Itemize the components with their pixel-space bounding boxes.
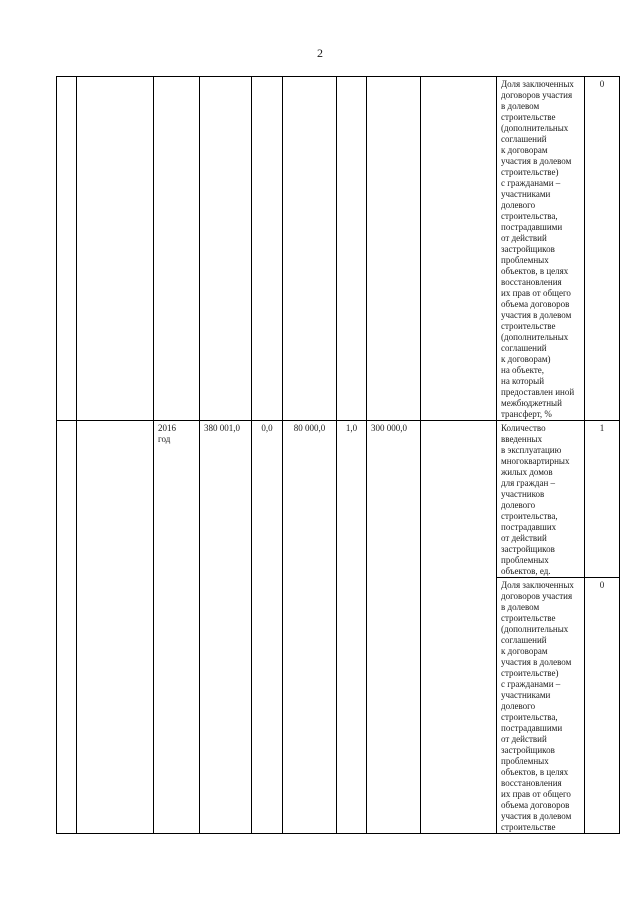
page-number: 2 (317, 46, 323, 60)
cell-local (337, 77, 367, 421)
cell-executor (421, 77, 497, 421)
cell-total (200, 77, 252, 421)
cell-activity (77, 421, 154, 834)
table-row-2016 (57, 421, 620, 578)
cell-federal (252, 77, 283, 421)
cell-number (57, 77, 77, 421)
cell-indicator (497, 578, 585, 834)
cell-target: 1 (585, 421, 620, 578)
cell-regional: 80 000,0 (283, 421, 337, 834)
program-table (56, 76, 620, 834)
cell-extra (367, 77, 421, 421)
cell-year (154, 77, 200, 421)
cell-local: 1,0 (337, 421, 367, 834)
cell-extra: 300 000,0 (367, 421, 421, 834)
indicator-text: Доля заключенных договоров участия в долевом строительстве (дополнительных соглашений к договорам участия в долевом строительстве) с гражданами – участниками долевого строительства, пострадавшими от действий застройщиков проблемных объектов, в целях восстановления их прав от общего объема договоров участия в долевом строительстве (501, 580, 574, 832)
cell-indicator (497, 77, 585, 421)
cell-number (57, 421, 77, 834)
cell-target: 0 (585, 578, 620, 834)
cell-regional (283, 77, 337, 421)
cell-total: 380 001,0 (200, 421, 252, 834)
indicator-text: Доля заключенных договоров участия в долевом строительстве (дополнительных соглашений к договорам участия в долевом строительстве) с гражданами – участниками долевого строительства, пострадавшими от действий застройщиков проблемных объектов, в целях восстановления их прав от общего объема договоров участия в долевом строительстве (дополнительных соглашений к договорам) на объекте, на который предоставлен иной межбюджетный трансферт, % (501, 79, 575, 419)
cell-year: 2016 год (154, 421, 200, 834)
cell-executor (421, 421, 497, 834)
cell-activity (77, 77, 154, 421)
cell-target: 0 (585, 77, 620, 421)
cell-federal: 0,0 (252, 421, 283, 834)
cell-indicator (497, 421, 585, 578)
indicator-text: Количество введенных в эксплуатацию многоквартирных жилых домов для граждан – участников долевого строительства, пострадавших от действий застройщиков проблемных объектов, ед. (501, 423, 570, 576)
table-row-2015-continued (57, 77, 620, 421)
